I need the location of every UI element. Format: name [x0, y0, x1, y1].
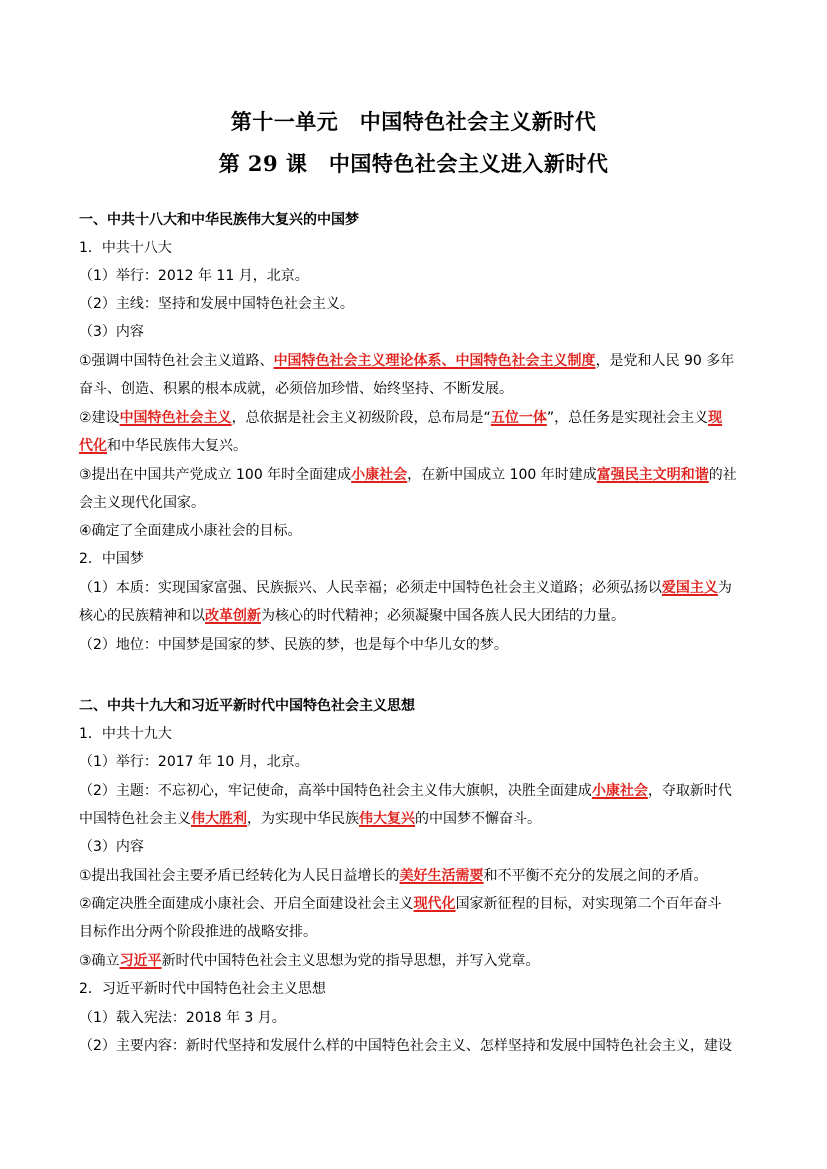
text: （2）主题：不忘初心，牢记使命，高举中国特色社会主义伟大旗帜，决胜全面建成: [79, 783, 592, 799]
highlight-term: 小康社会: [591, 783, 648, 799]
s1-content-label: （3）内容: [79, 324, 144, 340]
highlight-term: 代化: [79, 438, 107, 454]
s2-content-item-2: [79, 894, 759, 914]
text: ②建设: [79, 410, 120, 426]
text: ，为实现中华民族: [247, 811, 359, 827]
text: 为核心的时代精神；必须凝聚中国各族人民大团结的力量。: [261, 608, 625, 624]
s2-content-item-3: [79, 951, 759, 971]
s1-content-item-1-cont: 奋斗、创造、积累的根本成就，必须倍加珍惜、始终坚持、不断发展。: [79, 381, 513, 397]
s1-essence: [79, 578, 759, 598]
highlight-term: 中国特色社会主义: [119, 410, 232, 426]
text: 和不平衡不充分的发展之间的矛盾。: [483, 868, 708, 884]
s1-content-item-3: [79, 465, 759, 485]
highlight-term: 现: [708, 410, 723, 426]
highlight-term: 现代化: [413, 896, 456, 912]
unit-title: 第十一单元 中国特色社会主义新时代: [230, 109, 597, 134]
highlight-term: 小康社会: [351, 467, 408, 483]
text: ①提出我国社会主要矛盾已经转化为人民日益增长的: [79, 868, 400, 884]
text: 和中华民族伟大复兴。: [107, 438, 247, 454]
text: ”，总任务是实现社会主义: [546, 410, 709, 426]
highlight-term: 中国特色社会主义理论体系、中国特色社会主义制度: [273, 353, 596, 369]
lesson-title: 第 29 课 中国特色社会主义进入新时代: [218, 151, 609, 176]
text: ①强调中国特色社会主义道路、: [79, 353, 274, 369]
highlight-term: 五位一体: [490, 410, 547, 426]
text: ，总依据是社会主义初级阶段，总布局是“: [231, 410, 491, 426]
highlight-term: 习近平: [119, 953, 162, 969]
s2-content-item-2-cont: 目标作出分两个阶段推进的战略安排。: [79, 924, 317, 940]
section-2-subheading-2: 2．习近平新时代中国特色社会主义思想: [79, 981, 326, 997]
s1-content-item-4: ④确定了全面建成小康社会的目标。: [79, 523, 302, 539]
text: 国家新征程的目标，对实现第二个百年奋斗: [455, 896, 722, 912]
text: 中国特色社会主义: [79, 811, 191, 827]
highlight-term: 伟大胜利: [191, 811, 247, 827]
text: 的社: [708, 467, 737, 483]
section-1-subheading-2: 2．中国梦: [79, 551, 144, 567]
text: 的中国梦不懈奋斗。: [415, 811, 541, 827]
s1-content-item-1: [79, 351, 759, 371]
text: 新时代中国特色社会主义思想为党的指导思想，并写入党章。: [161, 953, 540, 969]
s2-theme: [79, 781, 759, 801]
text: 核心的民族精神和以: [79, 608, 205, 624]
highlight-term: 富强民主文明和谐: [596, 467, 709, 483]
s1-theme: （2）主线：坚持和发展中国特色社会主义。: [79, 296, 354, 312]
section-2-subheading-1: 1．中共十九大: [79, 726, 172, 742]
highlight-term: 改革创新: [205, 608, 261, 624]
text: ，是党和人民 90 多年: [595, 353, 735, 369]
highlight-term: 伟大复兴: [359, 811, 415, 827]
text: （1）本质：实现国家富强、民族振兴、人民幸福；必须走中国特色社会主义道路；必须弘扬以: [79, 580, 662, 596]
text: ③提出在中国共产党成立 100 年时全面建成: [79, 467, 352, 483]
text: ②确定决胜全面建成小康社会、开启全面建设社会主义: [79, 896, 414, 912]
highlight-term: 美好生活需要: [399, 868, 484, 884]
text: ③确立: [79, 953, 120, 969]
s2-content-item-1: [79, 866, 759, 886]
s1-essence-cont: [79, 606, 759, 626]
section-2-heading: 二、中共十九大和习近平新时代中国特色社会主义思想: [79, 698, 415, 714]
s1-content-item-2-cont: [79, 436, 759, 456]
s2-main-content: （2）主要内容：新时代坚持和发展什么样的中国特色社会主义、怎样坚持和发展中国特色社会主义，建设: [79, 1038, 732, 1054]
s2-constitution: （1）载入宪法：2018 年 3 月。: [79, 1010, 286, 1026]
text: ，夺取新时代: [647, 783, 732, 799]
highlight-term: 爱国主义: [661, 580, 718, 596]
s2-theme-cont: [79, 809, 759, 829]
s1-content-item-3-cont: 会主义现代化国家。: [79, 495, 205, 511]
text: ，在新中国成立 100 年时建成: [407, 467, 597, 483]
s1-status: （2）地位：中国梦是国家的梦、民族的梦，也是每个中华儿女的梦。: [79, 637, 508, 653]
s1-content-item-2: [79, 408, 759, 428]
s2-held: （1）举行：2017 年 10 月，北京。: [79, 754, 309, 770]
s1-held: （1）举行：2012 年 11 月，北京。: [79, 268, 309, 284]
section-1-subheading-1: 1．中共十八大: [79, 240, 172, 256]
s2-content-label: （3）内容: [79, 839, 144, 855]
section-1-heading: 一、中共十八大和中华民族伟大复兴的中国梦: [79, 212, 359, 228]
text: 为: [717, 580, 732, 596]
